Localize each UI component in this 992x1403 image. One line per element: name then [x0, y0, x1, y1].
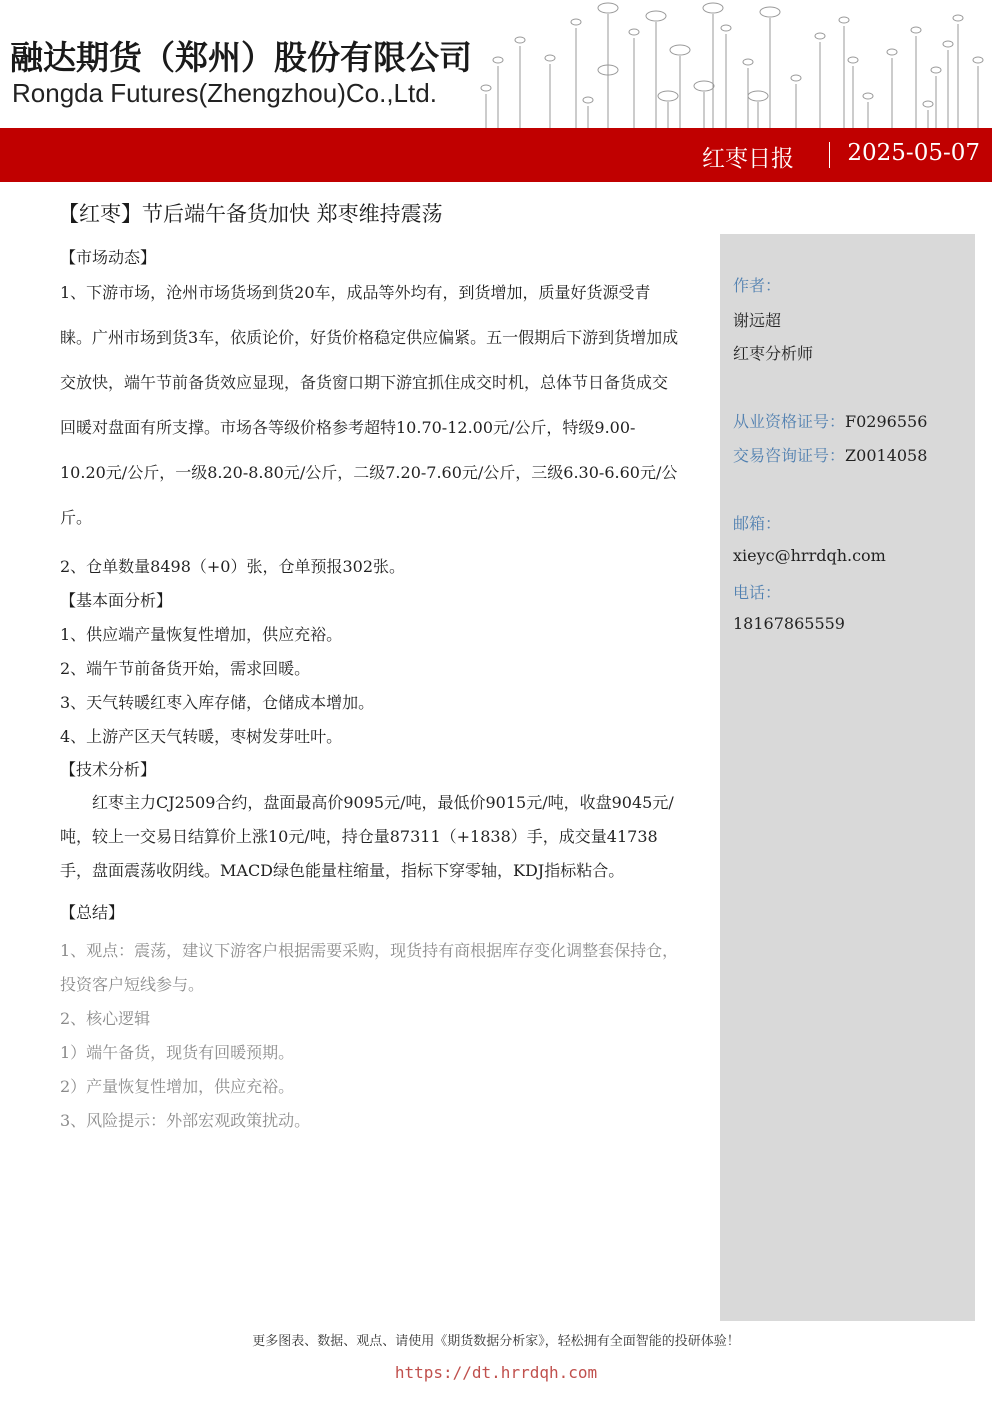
summary-item: 1）端午备货，现货有回暖预期。 — [60, 1043, 295, 1062]
decoration-bubble — [583, 97, 593, 103]
header-decoration — [458, 0, 992, 128]
email-value[interactable]: xieyc@hrrdqh.com — [733, 546, 886, 565]
decoration-bubble — [629, 29, 639, 35]
decoration-bubble — [703, 3, 723, 13]
market-paragraph-2: 2、仓单数量8498（+0）张，仓单预报302张。 — [60, 557, 406, 576]
footer-promo: 更多图表、数据、观点、请使用《期货数据分析家》，轻松拥有全面智能的投研体验！ — [252, 1334, 740, 1349]
technical-section-title: 【技术分析】 — [60, 760, 157, 779]
qualification-number: F0296556 — [845, 412, 928, 431]
decoration-bubble — [721, 25, 731, 31]
decoration-bubble — [911, 27, 921, 33]
summary-item: 2）产量恢复性增加，供应充裕。 — [60, 1077, 295, 1096]
qualification-label: 从业资格证号： — [733, 412, 846, 431]
banner-divider — [829, 142, 830, 168]
decoration-bubble — [839, 17, 849, 23]
decoration-bubble — [743, 59, 753, 65]
decoration-bubble — [646, 11, 666, 21]
decoration-bubble — [694, 81, 714, 91]
decoration-bubble — [931, 67, 941, 73]
decoration-bubble — [515, 37, 525, 43]
decoration-bubble — [748, 91, 768, 101]
author-title: 红枣分析师 — [733, 344, 814, 363]
fundamental-item: 1、供应端产量恢复性增加，供应充裕。 — [60, 625, 343, 644]
summary-item: 2、核心逻辑 — [60, 1009, 151, 1028]
technical-paragraph: 红枣主力CJ2509合约，盘面最高价9095元/吨，最低价9015元/吨，收盘9045元/吨，较上一交易日结算价上涨10元/吨，持仓量87311（+1838）手，成交量41738手，盘面震荡收阴线。MACD绿色能量柱缩量，指标下穿零轴，KDJ指标粘合。 — [60, 793, 674, 880]
decoration-bubble — [598, 3, 618, 13]
company-name-en: Rongda Futures(Zhengzhou)Co.,Ltd. — [12, 78, 437, 108]
company-name-cn: 融达期货（郑州）股份有限公司 — [10, 38, 472, 77]
fundamental-item: 4、上游产区天气转暖，枣树发芽吐叶。 — [60, 727, 343, 746]
decoration-bubble — [953, 15, 963, 21]
decoration-bubble — [848, 57, 858, 63]
summary-item: 3、风险提示：外部宏观政策扰动。 — [60, 1111, 311, 1130]
decoration-bubble — [481, 85, 491, 91]
decoration-bubble — [923, 101, 933, 107]
decoration-bubble — [571, 19, 581, 25]
report-body — [60, 246, 680, 1138]
email-label: 邮箱： — [733, 514, 782, 533]
report-banner — [0, 128, 992, 182]
phone-value: 18167865559 — [733, 614, 845, 633]
decoration-bubble — [815, 33, 825, 39]
decoration-bubble — [887, 49, 897, 55]
decoration-bubble — [973, 57, 983, 63]
report-type: 红枣日报 — [702, 146, 794, 172]
consult-line — [733, 443, 927, 466]
decoration-bubble — [493, 57, 503, 63]
market-paragraph-1: 1、下游市场，沧州市场货场到货20车，成品等外均有，到货增加，质量好货源受青睐。广州市场到货3车，依质论价，好货价格稳定供应偏紧。五一假期后下游到货增加成交放快，端午节前备货效应显现，备货窗口期下游宜抓住成交时机，总体节日备货成交回暖对盘面有所支撑。市场各等级价格参考超特10.70-12.00元/公斤，特级9.00-10.20元/公斤，一级8.20-8.80元/公斤，二级7.20-7.60元/公斤，三级6.30-6.60元/公斤。 — [60, 283, 679, 527]
author-name: 谢远超 — [733, 311, 782, 330]
report-date: 2025-05-07 — [847, 140, 980, 166]
decoration-bubble — [791, 75, 801, 81]
footer-link[interactable]: https://dt.hrrdqh.com — [394, 1363, 598, 1382]
consult-label: 交易咨询证号： — [733, 446, 846, 465]
decoration-bubble — [545, 55, 555, 61]
decoration-bubble — [943, 41, 953, 47]
decoration-bubble — [658, 91, 678, 101]
fundamental-section-title: 【基本面分析】 — [60, 591, 173, 610]
consult-number: Z0014058 — [845, 446, 928, 465]
decoration-bubble — [670, 45, 690, 55]
fundamental-item: 2、端午节前备货开始，需求回暖。 — [60, 659, 311, 678]
fundamental-item: 3、天气转暖红枣入库存储，仓储成本增加。 — [60, 693, 375, 712]
qualification-line — [733, 409, 927, 432]
summary-item: 1、观点：震荡，建议下游客户根据需要采购，现货持有商根据库存变化调整套保持仓，投资客户短线参与。 — [60, 941, 679, 994]
author-sidebar — [720, 234, 975, 1321]
summary-section-title: 【总结】 — [60, 903, 125, 922]
phone-label: 电话： — [733, 583, 782, 602]
decoration-bubble — [760, 7, 780, 17]
decoration-bubble — [863, 93, 873, 99]
page-title: 【红枣】节后端午备货加快 郑枣维持震荡 — [58, 202, 443, 226]
author-label: 作者： — [733, 276, 782, 295]
market-section-title: 【市场动态】 — [60, 248, 157, 267]
